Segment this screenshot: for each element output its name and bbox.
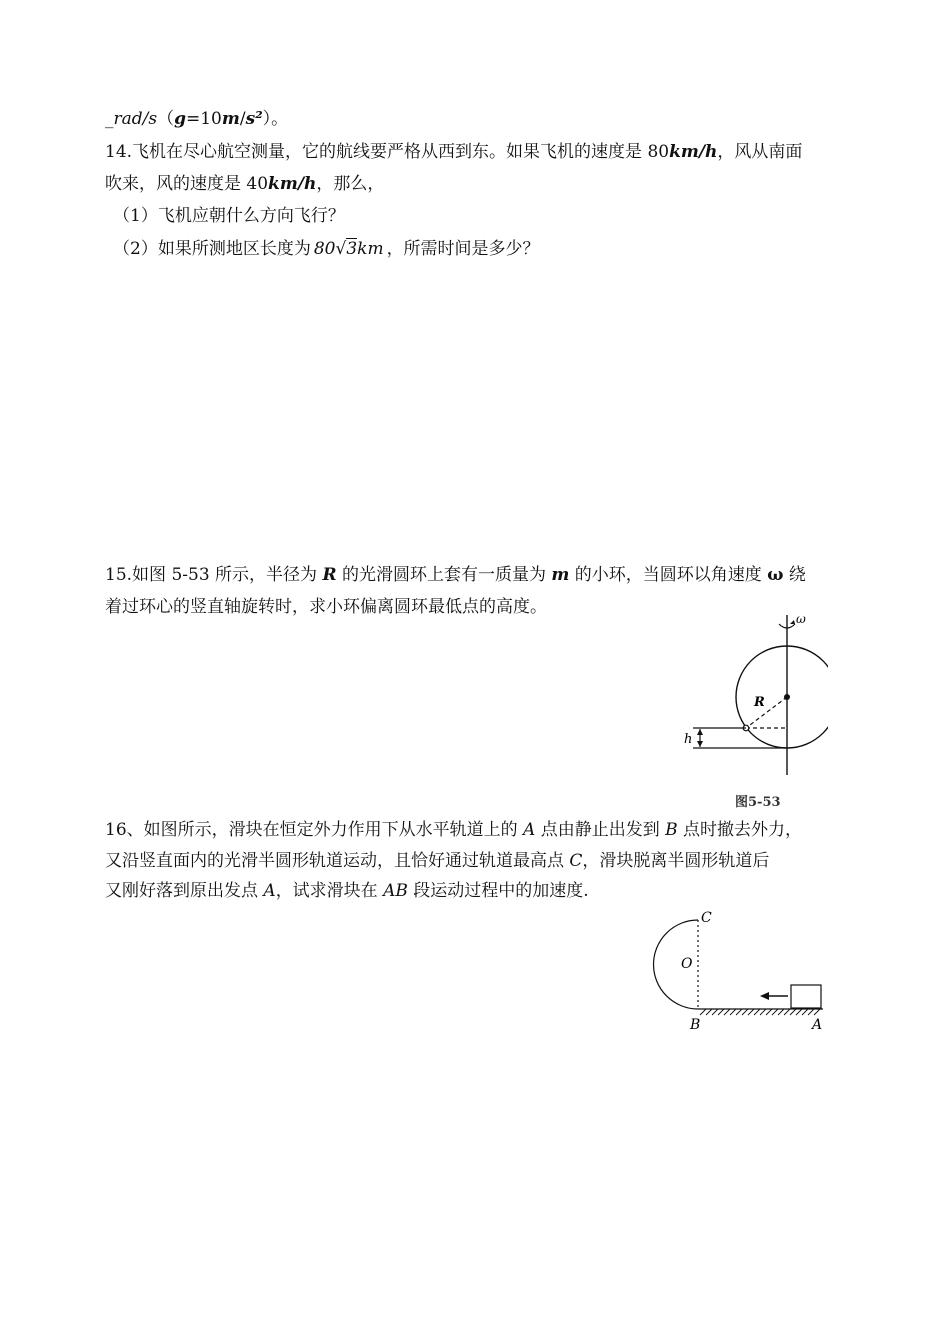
- g-value: =10: [186, 109, 222, 129]
- q16-text-a: 16、如图所示，滑块在恒定外力作用下从水平轨道上的: [105, 820, 524, 840]
- q14-sub2-text-b: ，所需时间是多少？: [386, 239, 540, 259]
- q14-line-1: [105, 140, 802, 164]
- q15-text-e: 着过环心的竖直轴旋转时，求小环偏离圆环最低点的高度。: [105, 597, 547, 617]
- ring-circle: [736, 646, 828, 748]
- q15-line-1: [105, 563, 806, 587]
- q16-A: A: [523, 820, 536, 840]
- q14-sub2-text-a: （2）如果所测地区长度为: [113, 239, 311, 259]
- radius-line: [746, 697, 787, 728]
- B-label: B: [690, 1017, 701, 1033]
- q16-AB: AB: [383, 881, 408, 901]
- figure-caption: 图5-53: [735, 795, 781, 810]
- ground-hatching: [700, 1009, 820, 1015]
- O-label: O: [681, 956, 693, 972]
- h-arrow-up-icon: [697, 729, 703, 735]
- C-label: C: [701, 910, 712, 926]
- q14-line-2: [105, 172, 384, 196]
- h-label: h: [684, 732, 693, 747]
- rotation-arrowhead-icon: [790, 620, 795, 624]
- formula-unit: km: [357, 239, 384, 259]
- q13-answer-tail: [105, 107, 288, 131]
- q15-R: R: [322, 565, 337, 585]
- q15-text-d: 绕: [783, 565, 806, 585]
- omega-label: ω: [796, 612, 806, 626]
- q16-A2: A: [263, 881, 276, 901]
- h-arrow-down-icon: [697, 741, 703, 747]
- q16-text-d: 又沿竖直面内的光滑半圆形轨道运动，且恰好通过轨道最高点: [105, 851, 570, 871]
- q15-omega: ω: [767, 565, 784, 585]
- q14-sub-2: [113, 237, 540, 261]
- g-symbol: g: [174, 109, 186, 129]
- figure-q16: [648, 905, 833, 1035]
- q16-C: C: [569, 851, 583, 871]
- q16-line-2: [105, 849, 769, 873]
- paren-open: （: [157, 109, 175, 129]
- force-arrowhead-icon: [760, 992, 769, 1000]
- q16-text-b: 点由静止出发到: [535, 820, 666, 840]
- answer-blank: _: [105, 109, 114, 129]
- q16-B: B: [665, 820, 678, 840]
- paren-close: ）。: [262, 109, 289, 129]
- q15-text-a: 15.如图 5-53 所示，半径为: [105, 565, 323, 585]
- A-label: A: [812, 1017, 823, 1033]
- q16-text-h: 段运动过程中的加速度.: [407, 881, 589, 901]
- figure-5-53: [678, 610, 828, 815]
- q14-text-d: ，那么，: [316, 174, 385, 194]
- q14-formula: [311, 239, 387, 259]
- q14-sub1-text: （1）飞机应朝什么方向飞行？: [113, 206, 345, 226]
- q15-line-2: [105, 595, 547, 619]
- q16-text-c: 点时撤去外力，: [677, 820, 803, 840]
- q16-text-e: ，滑块脱离半圆形轨道后: [582, 851, 770, 871]
- q15-text-c: 的小环，当圆环以角速度: [569, 565, 768, 585]
- formula-radicand: 3: [346, 239, 358, 259]
- formula-coef: 80: [313, 239, 336, 259]
- unit-text: rad/s: [113, 109, 158, 129]
- q15-m: m: [551, 565, 570, 585]
- q14-unit: km/h: [669, 142, 718, 162]
- q14-text-c: 吹来，风的速度是 40: [105, 174, 269, 194]
- slider-block: [791, 985, 821, 1008]
- q14-unit-2: km/h: [268, 174, 317, 194]
- q14-text-b: ，风从南面: [717, 142, 803, 162]
- q14-sub-1: [113, 204, 345, 228]
- q16-text-f: 又刚好落到原出发点: [105, 881, 264, 901]
- g-unit-m: m: [221, 109, 240, 129]
- q16-text-g: ，试求滑块在: [275, 881, 384, 901]
- sqrt-icon: √: [335, 239, 347, 259]
- g-unit-s: s²: [245, 109, 263, 129]
- q16-line-1: [105, 818, 802, 842]
- q15-text-b: 的光滑圆环上套有一质量为: [336, 565, 552, 585]
- q16-line-3: [105, 879, 589, 903]
- slash: /: [239, 109, 246, 129]
- q14-text-a: 14.飞机在尽心航空测量，它的航线要严格从西到东。如果飞机的速度是 80: [105, 142, 670, 162]
- R-label: R: [754, 695, 765, 710]
